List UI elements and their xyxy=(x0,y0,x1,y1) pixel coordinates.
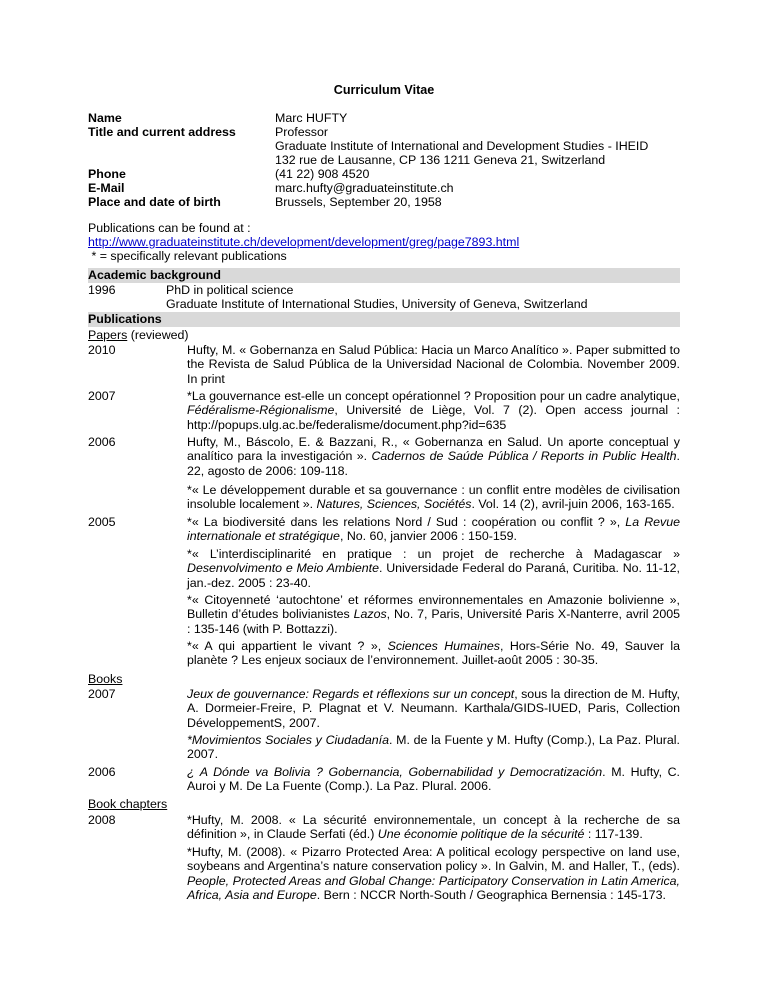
publications-link[interactable]: http://www.graduateinstitute.ch/development/development/greg/page7893.html xyxy=(88,235,520,249)
birth-label: Place and date of birth xyxy=(88,195,221,209)
paper-text: , No. 7, Paris, Université Paris X-Nanterre, avril 2005 : 135-146 (with P. Bottazzi). xyxy=(187,607,680,636)
phone-label: Phone xyxy=(88,167,126,181)
book-text: . M. Hufty, C. Auroi y M. De La Fuente (Comp.). La Paz. Plural. 2006. xyxy=(187,765,680,794)
paper-text: . 22, agosto de 2006: 109-118. xyxy=(187,449,680,478)
chapter-book: People, Protected Areas and Global Change: Participatory Conservation in Latin America, Africa, Asia and Europe xyxy=(187,873,680,902)
phone-value: (41 22) 908 4520 xyxy=(275,167,370,181)
paper-journal: Cadernos de Saúde Pública / Reports in Public Health xyxy=(371,449,677,464)
title-value: Professor xyxy=(275,125,329,139)
year-2005: 2005 xyxy=(88,515,116,529)
paper-entry xyxy=(187,547,680,590)
paper-journal: La Revue internationale et stratégique xyxy=(187,515,681,544)
academic-institution: Graduate Institute of International Studies, University of Geneva, Switzerland xyxy=(166,297,588,311)
year-2006-books: 2006 xyxy=(88,765,116,779)
paper-journal: Desenvolvimento e Meio Ambiente xyxy=(187,561,379,576)
papers-suffix: (reviewed) xyxy=(127,328,189,342)
email-label: E-Mail xyxy=(88,181,125,195)
year-2007-books: 2007 xyxy=(88,687,116,701)
chapter-text: : 117-139. xyxy=(584,827,643,842)
books-subheading xyxy=(88,672,122,686)
book-title: *Movimientos Sociales y Ciudadanía xyxy=(187,733,389,747)
chapters-subheading xyxy=(88,797,167,811)
academic-year: 1996 xyxy=(88,283,116,297)
paper-text: , Hors-Série No. 49, Sauver la planète ? Les enjeux sociaux de l’environnement. Juillet-août 2005 : 30-35. xyxy=(187,639,680,668)
book-text: , sous la direction de M. Hufty, A. Dormeier-Freire, P. Plagnat et V. Neumann. Karthala/GIDS-IUED, Paris, Collection DéveloppementS, 2007. xyxy=(187,687,680,730)
paper-text: Hufty, M., Báscolo, E. & Bazzani, R., « Gobernanza en Salud. Un aporte conceptual y analítico para la investigación ». xyxy=(187,435,680,464)
chapter-text: *Hufty, M. 2008. « La sécurité environnementale, un concept à la recherche de sa définition », in Claude Serfati (éd.) xyxy=(187,813,680,842)
paper-entry xyxy=(187,593,680,636)
chapters-label: Book chapters xyxy=(88,797,168,811)
paper-entry xyxy=(187,515,680,544)
book-text: . M. de la Fuente y M. Hufty (Comp.), La Paz. Plural. 2007. xyxy=(187,733,681,762)
paper-entry xyxy=(187,389,680,432)
paper-entry: Hufty, M. « Gobernanza en Salud Pública: Hacia un Marco Analítico ». Paper submitted to the Revista de Salud Pública de la Universidad Nacional de Colombia. November 2009. In print xyxy=(187,343,680,386)
publications-link-row xyxy=(88,235,678,249)
chapter-entry xyxy=(187,845,680,902)
institute-value: Graduate Institute of International and Development Studies - IHEID xyxy=(275,139,649,153)
relevance-legend: * = specifically relevant publications xyxy=(88,249,287,263)
publications-heading: Publications xyxy=(88,312,680,327)
paper-text: *« Le développement durable et sa gouvernance : un conflit entre modèles de civilisation insoluble localement ». xyxy=(187,483,680,512)
chapter-text: *Hufty, M. (2008). « Pizarro Protected Area: A political ecology perspective on land use, soybeans and Argentina’s nature conservation policy ». In Galvin, M. and Haller, T., (eds). xyxy=(187,845,680,874)
book-title: ¿ A Dónde va Bolivia ? Gobernancia, Gobernabilidad y Democratización xyxy=(187,765,603,779)
paper-text: *« Citoyenneté ‘autochtone’ et réformes environnementales en Amazonie bolivienne », Bulletin d’études bolivianistes xyxy=(187,593,680,622)
paper-entry xyxy=(187,639,680,668)
papers-subheading xyxy=(88,328,189,342)
paper-entry xyxy=(187,435,680,478)
year-2006: 2006 xyxy=(88,435,116,449)
chapter-book: Une économie politique de la sécurité xyxy=(377,827,585,842)
street-value: 132 rue de Lausanne, CP 136 1211 Geneva 21, Switzerland xyxy=(275,153,606,167)
document-title: Curriculum Vitae xyxy=(333,83,435,97)
paper-text: *La gouvernance est-elle un concept opérationnel ? Proposition pour un cadre analytique, xyxy=(187,389,680,403)
papers-label: Papers xyxy=(88,328,128,342)
paper-journal: Lazos xyxy=(353,607,387,622)
publications-intro: Publications can be found at : xyxy=(88,221,251,235)
paper-text: *« La biodiversité dans les relations Nord / Sud : coopération ou conflit ? », xyxy=(187,515,626,529)
paper-text: , No. 60, janvier 2006 : 150-159. xyxy=(339,529,517,544)
book-entry xyxy=(187,765,680,794)
birth-value: Brussels, September 20, 1958 xyxy=(275,195,442,209)
books-label: Books xyxy=(88,672,123,686)
name-value: Marc HUFTY xyxy=(275,111,348,125)
paper-journal: Fédéralisme-Régionalisme xyxy=(187,403,335,418)
email-value: marc.hufty@graduateinstitute.ch xyxy=(275,181,454,195)
name-label: Name xyxy=(88,111,122,125)
paper-text: . Vol. 14 (2), avril-juin 2006, 163-165. xyxy=(471,497,675,512)
academic-heading: Academic background xyxy=(88,268,680,283)
paper-text: *« L’interdisciplinarité en pratique : un projet de recherche à Madagascar » xyxy=(187,547,680,561)
paper-journal: Sciences Humaines xyxy=(387,639,501,653)
year-2008-chapters: 2008 xyxy=(88,813,116,827)
title-label: Title and current address xyxy=(88,125,236,139)
chapter-text: . Bern : NCCR North-South / Geographica Bernensia : 145-173. xyxy=(316,887,666,902)
year-2007: 2007 xyxy=(88,389,116,403)
year-2010: 2010 xyxy=(88,343,116,357)
book-entry xyxy=(187,733,680,762)
academic-degree: PhD in political science xyxy=(166,283,294,297)
paper-text: *« A qui appartient le vivant ? », xyxy=(187,639,388,653)
paper-journal: Natures, Sciences, Sociétés xyxy=(316,497,472,512)
paper-text: , Université de Liège, Vol. 7 (2). Open access journal : http://popups.ulg.ac.be/federalisme/document.php?id=635 xyxy=(187,403,680,432)
book-title: Jeux de gouvernance: Regards et réflexions sur un concept xyxy=(187,687,515,701)
book-entry xyxy=(187,687,680,730)
paper-text: . Universidade Federal do Paraná, Curitiba. No. 11-12, jan.-dez. 2005 : 23-40. xyxy=(187,561,680,590)
paper-entry xyxy=(187,483,680,512)
chapter-entry xyxy=(187,813,680,842)
